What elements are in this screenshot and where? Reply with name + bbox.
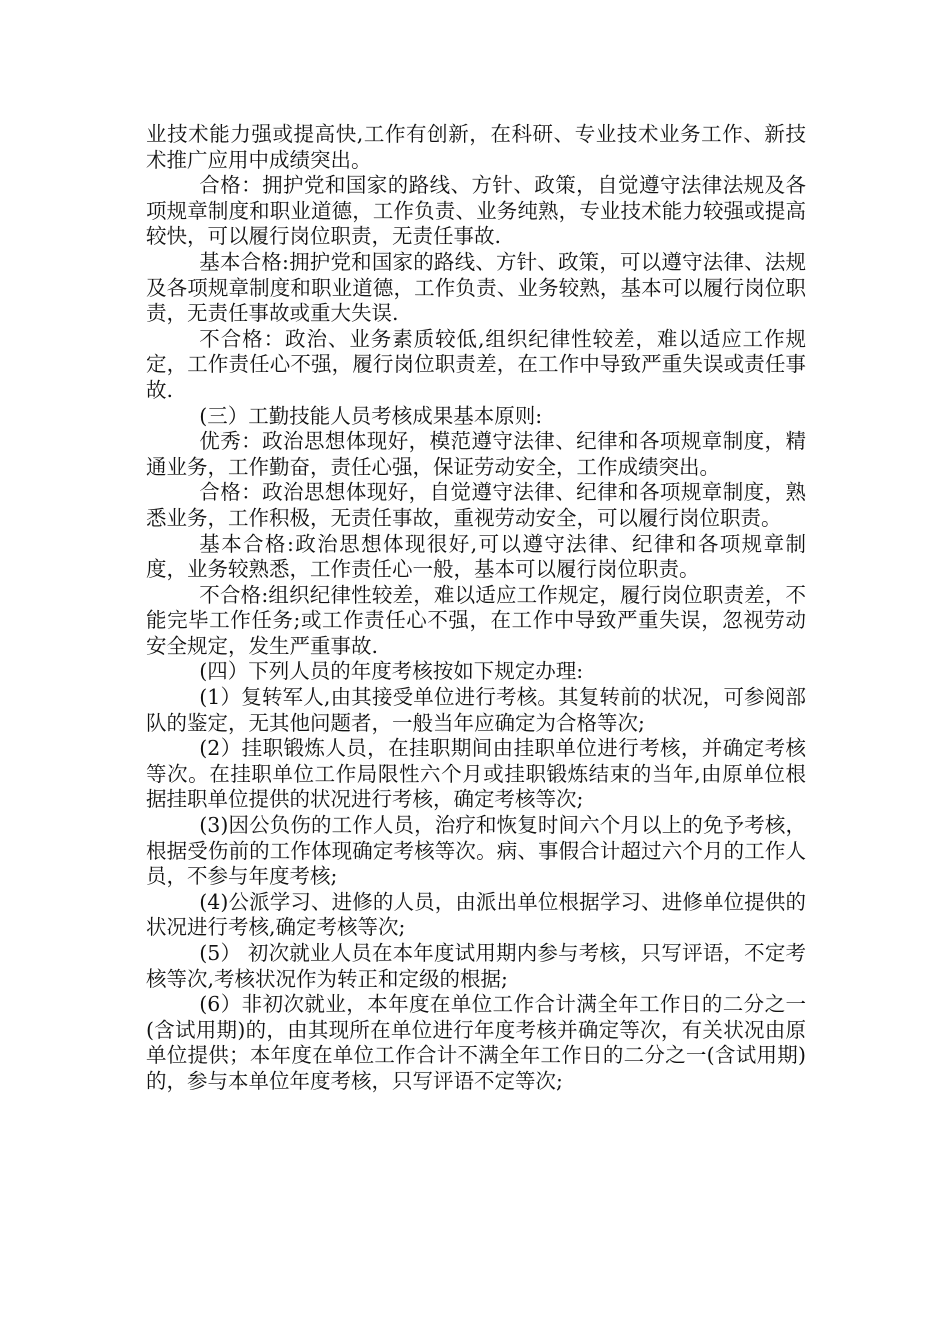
paragraph-5: 优秀：政治思想体现好，模范遵守法律、纪律和各项规章制度，精通业务，工作勤奋，责任心强，保证劳动安全，工作成绩突出。 bbox=[146, 429, 806, 479]
paragraph-1: 合格：拥护党和国家的路线、方针、政策，自觉遵守法律法规及各项规章制度和职业道德，工作负责、业务纯熟，专业技术能力较强或提高较快，可以履行岗位职责，无责任事故. bbox=[146, 173, 806, 249]
paragraph-0: 业技术能力强或提高快,工作有创新，在科研、专业技术业务工作、新技术推广应用中成绩突出。 bbox=[146, 122, 806, 172]
paragraph-6: 合格：政治思想体现好，自觉遵守法律、纪律和各项规章制度，熟悉业务，工作积极，无责任事故，重视劳动安全，可以履行岗位职责。 bbox=[146, 480, 806, 530]
document-body bbox=[146, 122, 806, 1095]
list-item-1: (1）复转军人,由其接受单位进行考核。其复转前的状况，可参阅部队的鉴定，无其他问题者，一般当年应确定为合格等次; bbox=[146, 685, 806, 735]
section-heading-3: (三）工勤技能人员考核成果基本原则: bbox=[199, 403, 543, 428]
section-heading-4: (四）下列人员的年度考核按如下规定办理: bbox=[199, 659, 584, 684]
list-item-5: (5） 初次就业人员在本年度试用期内参与考核，只写评语，不定考核等次,考核状况作为转正和定级的根据; bbox=[146, 941, 806, 991]
paragraph-3: 不合格：政治、业务素质较低,组织纪律性较差，难以适应工作规定，工作责任心不强，履行岗位职责差，在工作中导致严重失误或责任事故. bbox=[146, 326, 806, 402]
list-item-6: (6）非初次就业，本年度在单位工作合计满全年工作日的二分之一(含试用期)的，由其现所在单位进行年度考核并确定等次，有关状况由原单位提供；本年度在单位工作合计不满全年工作日的二分之一(含试用期)的，参与本单位年度考核，只写评语不定等次; bbox=[146, 992, 806, 1093]
list-item-3: (3)因公负伤的工作人员，治疗和恢复时间六个月以上的免予考核，根据受伤前的工作体现确定考核等次。病、事假合计超过六个月的工作人员，不参与年度考核; bbox=[146, 813, 806, 889]
list-item-2: (2）挂职锻炼人员，在挂职期间由挂职单位进行考核，并确定考核等次。在挂职单位工作局限性六个月或挂职锻炼结束的当年,由原单位根据挂职单位提供的状况进行考核，确定考核等次; bbox=[146, 736, 806, 812]
paragraph-2: 基本合格:拥护党和国家的路线、方针、政策，可以遵守法律、法规及各项规章制度和职业道德，工作负责、业务较熟，基本可以履行岗位职责，无责任事故或重大失误. bbox=[146, 249, 806, 326]
list-item-4: (4)公派学习、进修的人员，由派出单位根据学习、进修单位提供的状况进行考核,确定考核等次; bbox=[146, 889, 806, 940]
paragraph-8: 不合格:组织纪律性较差，难以适应工作规定，履行岗位职责差，不能完毕工作任务;或工作责任心不强，在工作中导致严重失误，忽视劳动安全规定，发生严重事故. bbox=[146, 582, 806, 658]
paragraph-7: 基本合格:政治思想体现很好,可以遵守法律、纪律和各项规章制度，业务较熟悉，工作责任心一般，基本可以履行岗位职责。 bbox=[146, 531, 806, 582]
